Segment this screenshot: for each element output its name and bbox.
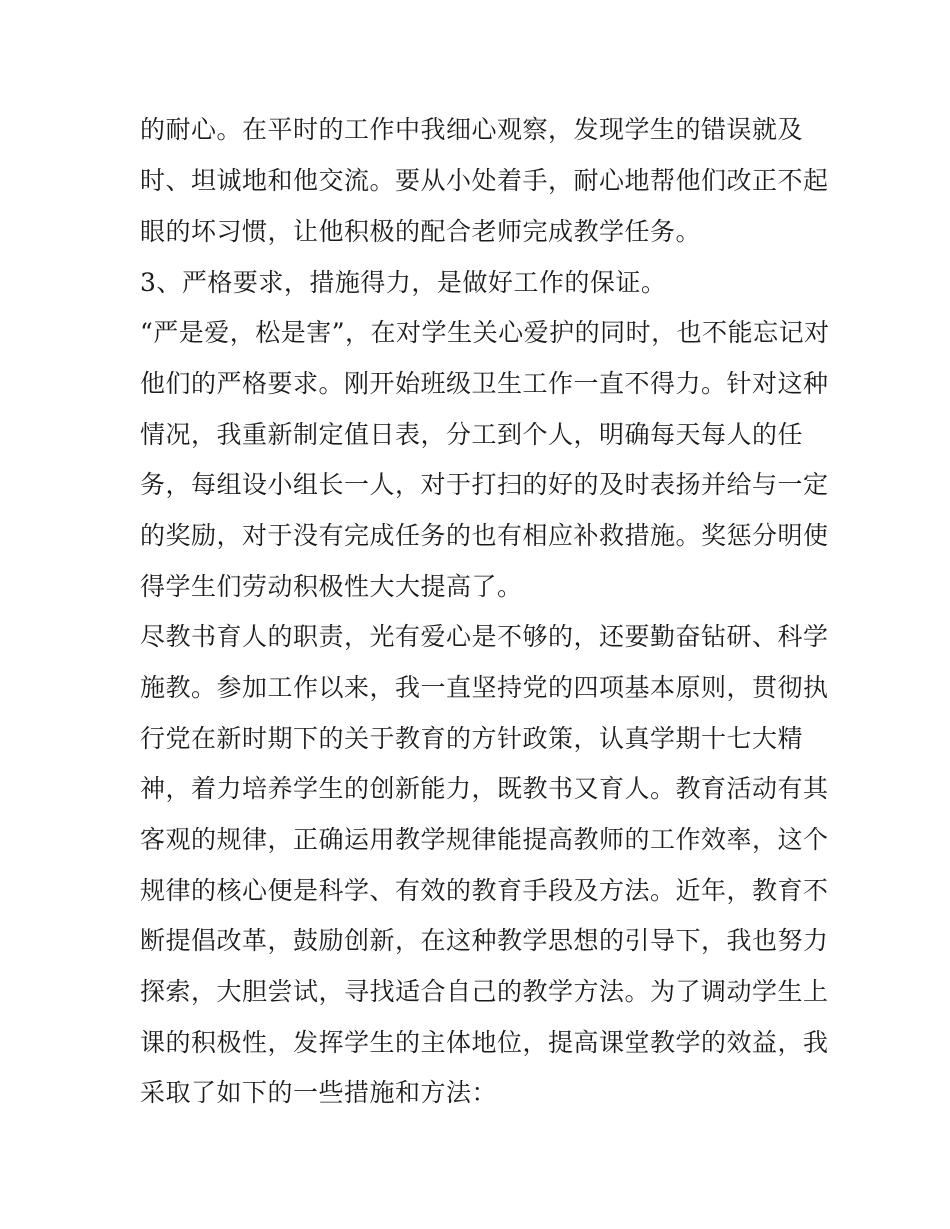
text-line: 神，着力培养学生的创新能力，既教书又育人。教育活动有其 (140, 774, 829, 803)
text-line: 行党在新时期下的关于教育的方针政策，认真学期十七大精 (140, 724, 804, 753)
text-line: 断提倡改革，鼓励创新，在这种教学思想的引导下，我也努力 (140, 926, 829, 955)
text-line: “严是爱，松是害”，在对学生关心爱护的同时，也不能忘记对 (140, 318, 830, 347)
text-line: 的奖励，对于没有完成任务的也有相应补救措施。奖惩分明使 (140, 521, 829, 550)
text-line: 眼的坏习惯，让他积极的配合老师完成教学任务。 (140, 217, 702, 246)
text-line: 采取了如下的一些措施和方法： (140, 1078, 498, 1107)
text-line: 规律的核心便是科学、有效的教育手段及方法。近年，教育不 (140, 876, 829, 905)
text-line: 尽教书育人的职责，光有爱心是不够的，还要勤奋钻研、科学 (140, 622, 829, 651)
text-line: 时、坦诚地和他交流。要从小处着手，耐心地帮他们改正不起 (140, 166, 829, 195)
text-line: 务，每组设小组长一人，对于打扫的好的及时表扬并给与一定 (140, 470, 829, 499)
text-line: 探索，大胆尝试，寻找适合自己的教学方法。为了调动学生上 (140, 977, 829, 1006)
text-line: 得学生们劳动积极性大大提高了。 (140, 572, 523, 601)
text-line: 的耐心。在平时的工作中我细心观察，发现学生的错误就及 (140, 115, 804, 144)
text-line: 情况，我重新制定值日表，分工到个人，明确每天每人的任 (140, 420, 804, 449)
section-heading: 3、严格要求，措施得力，是做好工作的保证。 (140, 268, 667, 297)
text-line: 施教。参加工作以来，我一直坚持党的四项基本原则，贯彻执 (140, 673, 829, 702)
text-line: 课的积极性，发挥学生的主体地位，提高课堂教学的效益，我 (140, 1028, 829, 1057)
text-line: 客观的规律，正确运用教学规律能提高教师的工作效率，这个 (140, 825, 829, 854)
text-line: 他们的严格要求。刚开始班级卫生工作一直不得力。针对这种 (140, 369, 829, 398)
